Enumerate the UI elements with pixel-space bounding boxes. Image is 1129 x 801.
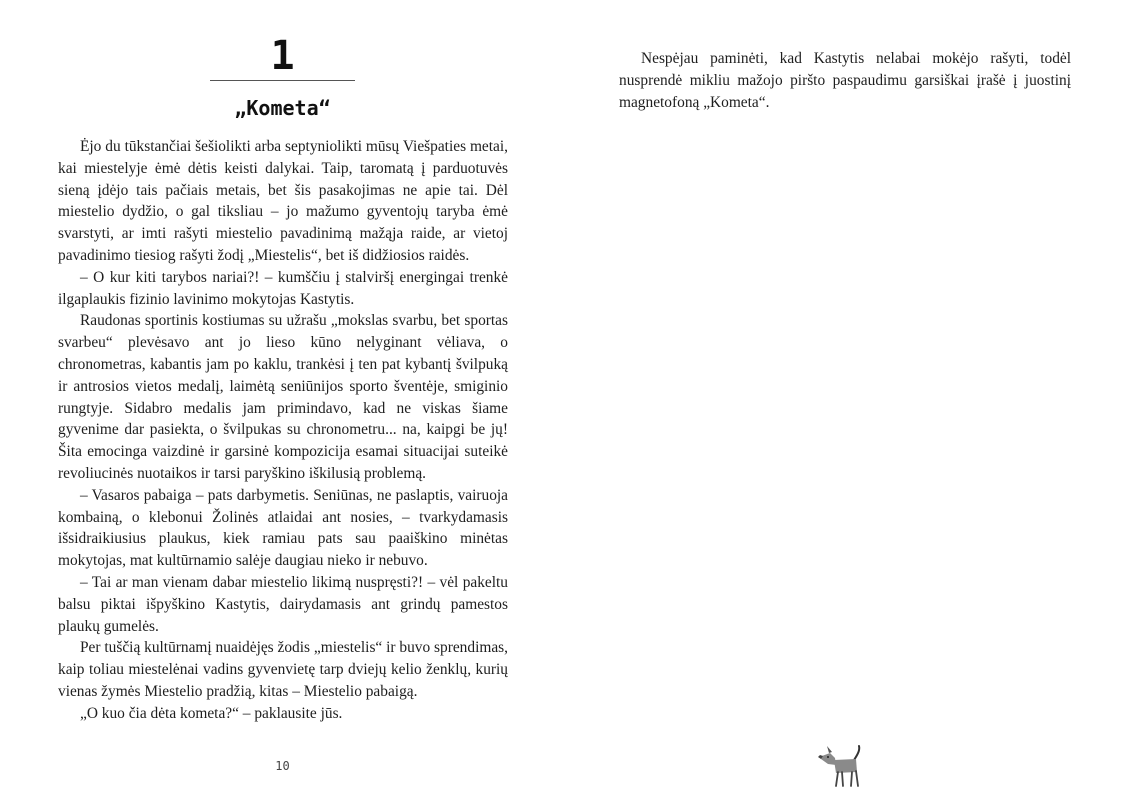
chapter-number: 1 <box>270 33 295 79</box>
paragraph: Ėjo du tūkstančiai šešiolikti arba septyniolikti mūsų Viešpaties metai, kai miestelyje ėmė dėtis keisti dalykai. Taip, taromatą į parduotuvės sieną įdėjo tais pačiais metais, bet šis pasakojimas ne apie tai. Dėl miestelio dydžio, o gal tiksliau – jo mažumo gyventojų taryba ėmė svarstyti, ar imti rašyti miestelio pavadinimą mažąja raide, ar vietoj pavadinimo tiesiog rašyti žodį „Miestelis“, bet iš didžiosios raidės. <box>58 138 508 264</box>
paragraph: – Tai ar man vienam dabar miestelio likimą nuspręsti?! – vėl pakeltu balsu piktai išpyškino Kastytis, dairydamasis ant grindų pamestos plaukų gumelės. <box>58 573 508 635</box>
paragraph: – O kur kiti tarybos nariai?! – kumščiu į stalviršį energingai trenkė ilgaplaukis fizinio lavinimo mokytojas Kastytis. <box>58 268 508 308</box>
left-page <box>0 0 564 801</box>
paragraph: Raudonas sportinis kostiumas su užrašu „mokslas svarbu, bet sportas svarbeu“ plevėsavo ant jo lieso kūno nelyginant vėliava, o chronometras, kabantis jam po kaklu, trankėsi į ten pat kybantį švilpuką ir antrosios vietos medalį, laimėtą seniūnijos sporto šventėje, smiginio rungtyje. Sidabro medalis jam primindavo, kad ne viskas šiame gyvenime dar pasiekta, o švilpukas su chronometru... na, kaipgi be jų! Šita emocinga vaizdinė ir garsinė kompozicija esamai situacijai suteikė revoliucinės nuotaikos ir tarsi paryškino iškilusią problemą. <box>58 312 508 482</box>
right-page <box>565 0 1129 801</box>
paragraph: Nespėjau paminėti, kad Kastytis nelabai mokėjo rašyti, todėl nusprendė mikliu mažojo piršto paspaudimu garsiškai įrašė į juostinį magnetofoną „Kometa“. <box>619 50 1071 111</box>
paragraph: „O kuo čia dėta kometa?“ – paklausite jūs. <box>80 704 343 722</box>
chapter-title: „Kometa“ <box>234 96 331 120</box>
left-page-body <box>58 136 508 725</box>
right-page-body <box>619 48 1071 113</box>
page-number: 10 <box>275 759 290 773</box>
paragraph: – Vasaros pabaiga – pats darbymetis. Seniūnas, ne paslaptis, vairuoja kombainą, o klebonui Žolinės atlaidai ant nosies, – tvarkydamasis išsidraikiusius plaukus, kiek ramiau pats sau paaiškino minėtas mokytojas, mat kultūrnamio salėje daugiau nieko ir nebuvo. <box>58 486 508 570</box>
dog-icon <box>818 744 868 788</box>
paragraph: Per tuščią kultūrnamį nuaidėjęs žodis „miestelis“ ir buvo sprendimas, kaip toliau miestelėnai vadins gyvenvietę tarp dviejų kelio ženklų, kurių vienas žymės Miestelio pradžią, kitas – Miestelio pabaigą. <box>58 639 508 700</box>
chapter-divider <box>210 80 355 81</box>
